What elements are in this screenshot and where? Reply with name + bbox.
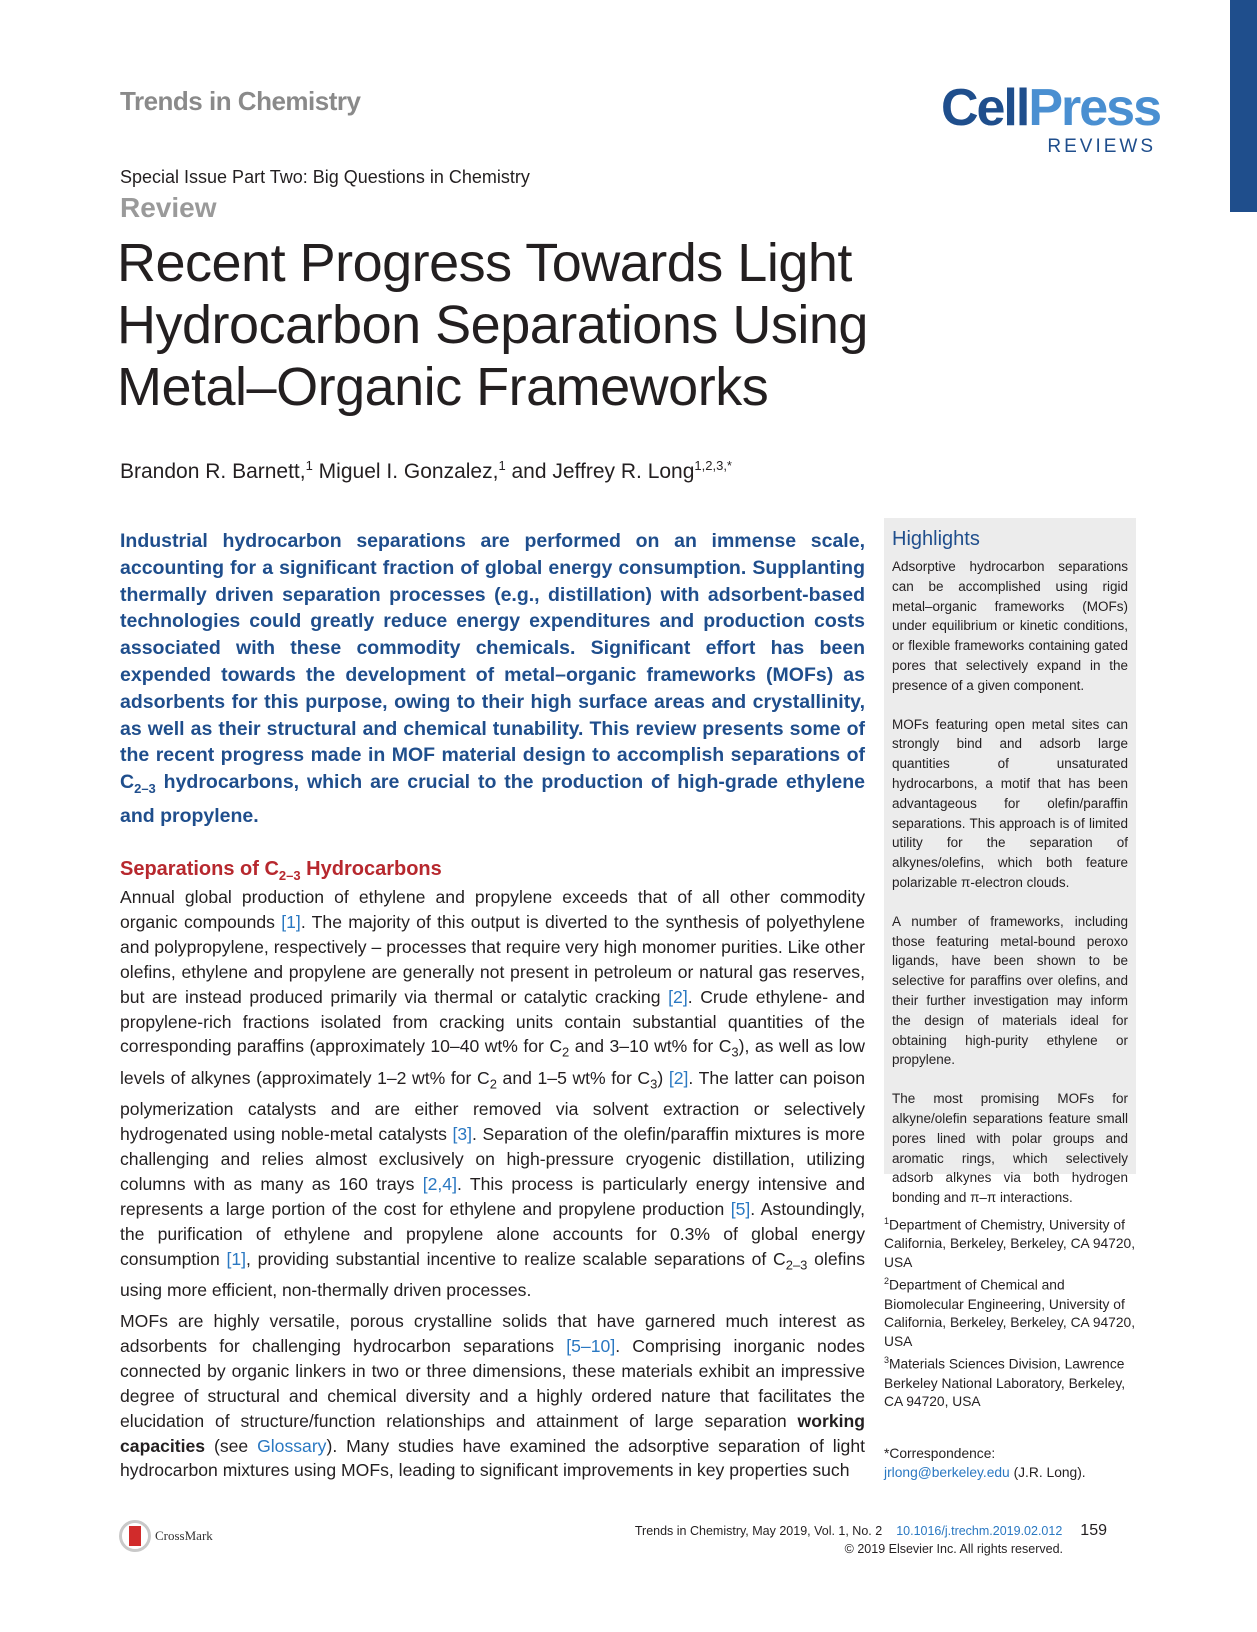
- email-link[interactable]: jrlong@berkeley.edu: [884, 1464, 1010, 1480]
- logo-cell-text: Cell: [940, 79, 1029, 137]
- crossmark-label: CrossMark: [155, 1528, 213, 1543]
- special-issue-label: Special Issue Part Two: Big Questions in Chemistry: [120, 167, 530, 187]
- author-affil-sup: 1,2,3,*: [694, 458, 732, 473]
- affiliation-item: $^1$Department of Chemistry, University of California, Berkeley, Berkeley, CA 94720, USA: [884, 1216, 1136, 1270]
- section-heading: Separations of $C_{2-3}$ Hydrocarbons: [120, 858, 442, 883]
- title-line: Hydrocarbon Separations Using: [117, 295, 868, 355]
- crossmark-badge[interactable]: [119, 1520, 213, 1552]
- highlight-item: Adsorptive hydrocarbon separations can be accomplished using rigid metal–organic frameworks (MOFs) under equilibrium or kinetic conditions, or flexible frameworks containing gated pores that selectively expand in the presence of a given component.: [892, 559, 1128, 693]
- body-paragraph-2: MOFs are highly versatile, porous crystalline solids that have garnered much interest as adsorbents for challenging hydrocarbon separations [5–10]. Comprising inorganic nodes connected by organic linkers in two or three dimensions, these materials exhibit an impressive degree of structural and chemical diversity and a highly ordered nature that facilitates the elucidation of structure/function relationships and attainment of large separation working capacities (see Glossary). Many studies have examined the adsorptive separation of light hydrocarbon mixtures using MOFs, leading to significant improvements in key properties such: [120, 1311, 865, 1481]
- author-affil-sup: 1: [498, 458, 506, 473]
- highlights-box: [884, 518, 1136, 1206]
- article-type: Review: [120, 192, 217, 223]
- side-color-tab: [1230, 0, 1257, 212]
- author-name: and Jeffrey R. Long: [505, 460, 695, 483]
- highlights-title: Highlights: [892, 528, 980, 550]
- logo-press-text: Press: [1028, 79, 1160, 137]
- correspondence-name: (J.R. Long).: [1009, 1464, 1086, 1480]
- author-list: [120, 458, 732, 484]
- reference-link[interactable]: [5–10]: [566, 1335, 616, 1356]
- reference-link[interactable]: [1]: [281, 911, 301, 932]
- author-name: Brandon R. Barnett,: [120, 460, 306, 483]
- abstract: Industrial hydrocarbon separations are performed on an immense scale, accounting for a significant fraction of global energy consumption. Supplanting thermally driven separation processes (e.g., distillation) with adsorbent-based technologies could greatly reduce energy expenditures and production costs associated with these commodity chemicals. Significant effort has been expended towards the development of metal–organic frameworks (MOFs) as adsorbents for this purpose, owing to their high surface areas and crystallinity, as well as their structural and chemical tunability. This review presents some of the recent progress made in MOF material design to accomplish separations of $C_{2-3}$ hydrocarbons, which are crucial to the production of high-grade ethylene and propylene.: [120, 530, 865, 827]
- reference-link[interactable]: [2]: [668, 1067, 689, 1088]
- correspondence-label: *Correspondence:: [884, 1446, 996, 1461]
- article-title: [117, 232, 877, 418]
- doi-link[interactable]: 10.1016/j.trechm.2019.02.012: [896, 1524, 1063, 1538]
- body-paragraph-1: Annual global production of ethylene and propylene exceeds that of all other commodity organic compounds [1]. The majority of this output is diverted to the synthesis of polyethylene and polypropylene, respectively – processes that require very high monomer purities. Like other olefins, ethylene and propylene are generally not present in petroleum or natural gas reserves, but are instead produced primarily via thermal or catalytic cracking [2]. Crude ethylene- and propylene-rich fractions isolated from cracking units contain substantial quantities of the corresponding paraffins (approximately 10–40 wt% for $C_2$ and 3–10 wt% for $C_3$), as well as low levels of alkynes (approximately 1–2 wt% for $C_2$ and 1–5 wt% for $C_3$) [2]. The latter can poison polymerization catalysts and are either removed via solvent extraction or selectively hydrogenated using noble-metal catalysts [3]. Separation of the olefin/paraffin mixtures is more challenging and relies almost exclusively on high-pressure cryogenic distillation, utilizing columns with as many as 160 trays [2,4]. This process is particularly energy intensive and represents a large portion of the cost for ethylene and propylene production [5]. Astoundingly, the purification of ethylene and propylene alone accounts for 0.3% of global energy consumption [1], providing substantial incentive to realize scalable separations of $C_{2-3}$ olefins using more efficient, non-thermally driven processes.: [120, 887, 866, 1301]
- logo-sub-text: REVIEWS: [1047, 136, 1156, 157]
- affiliation-item: $^3$Materials Sciences Division, Lawrence Berkeley National Laboratory, Berkeley, CA 94720, USA: [884, 1355, 1126, 1410]
- journal-name: Trends in Chemistry: [120, 86, 361, 116]
- affiliations: [884, 1212, 1144, 1412]
- title-line: Recent Progress Towards Light: [117, 233, 852, 293]
- reference-link[interactable]: [2]: [668, 986, 688, 1007]
- author-name: Miguel I. Gonzalez,: [312, 460, 499, 483]
- reference-link[interactable]: [2,4]: [422, 1174, 457, 1194]
- affiliation-item: $^2$Department of Chemical and Biomolecular Engineering, University of California, Berkeley, Berkeley, CA 94720, USA: [884, 1276, 1136, 1349]
- highlight-item: MOFs featuring open metal sites can strongly bind and adsorb large quantities of unsaturated hydrocarbons, a motif that has been advantageous for olefin/paraffin separations. This approach is of limited utility for the separation of alkynes/olefins, which both feature polarizable π-electron clouds.: [892, 716, 1128, 890]
- title-line: Metal–Organic Frameworks: [117, 357, 769, 417]
- correspondence: [884, 1445, 1144, 1482]
- reference-link[interactable]: [5]: [730, 1198, 751, 1219]
- highlight-item: The most promising MOFs for alkyne/olefin separations feature small pores lined with polar groups and aromatic rings, which selectively adsorb alkynes via both hydrogen bonding and π–π interactions.: [892, 1091, 1128, 1206]
- reference-link[interactable]: [1]: [226, 1248, 247, 1269]
- page-footer: [635, 1522, 1107, 1556]
- highlight-item: A number of frameworks, including those featuring metal-bound peroxo ligands, have been shown to be selective for paraffins over olefins, and their further investigation may inform the design of materials ideal for obtaining high-purity ethylene or propylene.: [892, 913, 1128, 1068]
- copyright-text: © 2019 Elsevier Inc. All rights reserved.: [844, 1542, 1063, 1556]
- crossmark-icon: [119, 1520, 151, 1552]
- reference-link[interactable]: [3]: [452, 1124, 473, 1145]
- author-affil-sup: 1: [305, 458, 313, 473]
- citation-text: Trends in Chemistry, May 2019, Vol. 1, No. 2: [634, 1524, 883, 1538]
- publisher-logo: [940, 79, 1160, 158]
- glossary-link[interactable]: Glossary: [257, 1435, 327, 1456]
- page-number: 159: [1080, 1522, 1107, 1539]
- glossary-term: working capacities: [120, 1410, 865, 1456]
